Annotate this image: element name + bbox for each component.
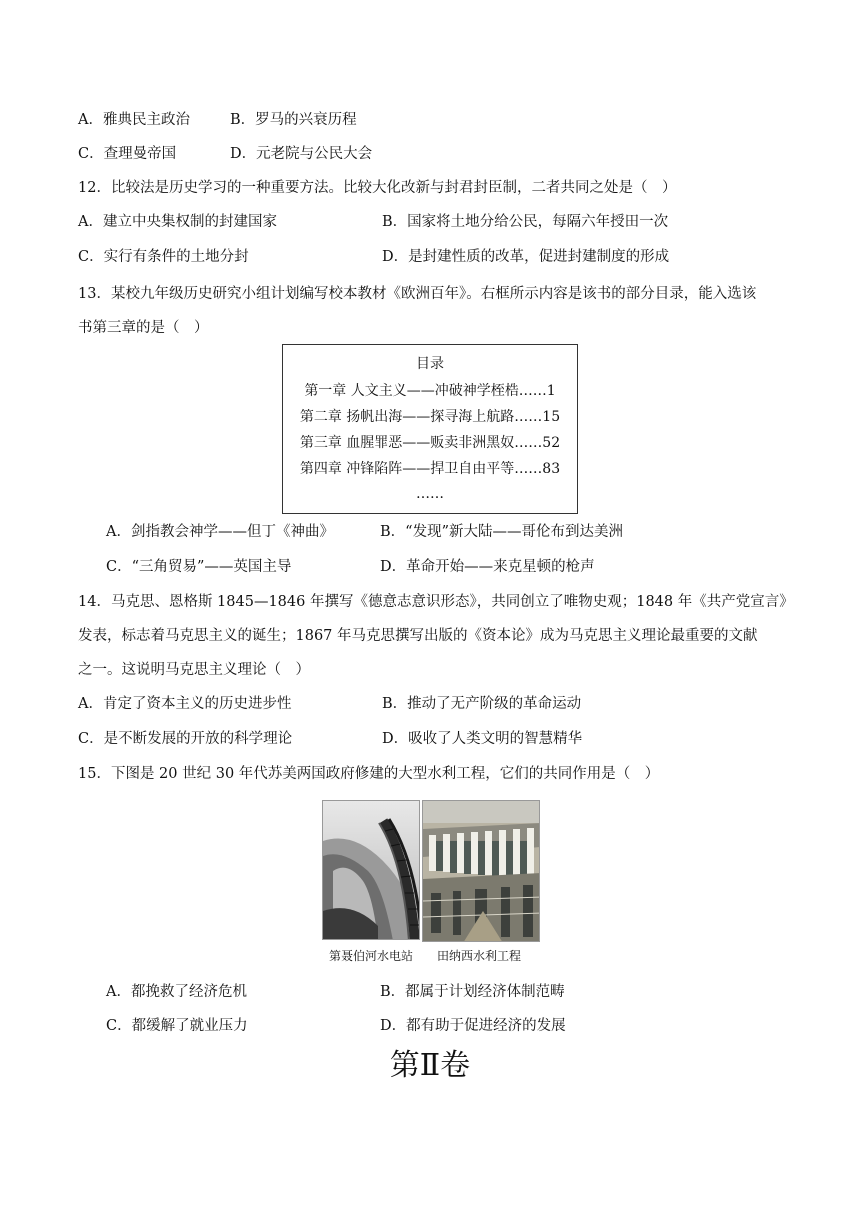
q14-option-a: A．肯定了资本主义的历史进步性: [78, 696, 292, 712]
q12-option-a: A．建立中央集权制的封建国家: [78, 214, 277, 230]
table-of-contents-box: [282, 344, 578, 514]
q15-option-a: A．都挽救了经济危机: [106, 984, 247, 1000]
q14-option-c: C．是不断发展的开放的科学理论: [78, 731, 293, 747]
q13-stem-line1: 13．某校九年级历史研究小组计划编写校本教材《欧洲百年》。右框所示内容是该书的部分目录，能入选该: [78, 286, 757, 302]
tennessee-dam-image: [423, 801, 540, 942]
q15-option-b: B．都属于计划经济体制范畴: [380, 984, 565, 1000]
caption-tennessee: 田纳西水利工程: [437, 949, 522, 963]
q14-option-d: D．吸收了人类文明的智慧精华: [382, 731, 583, 747]
q11-option-a: A．雅典民主政治: [78, 112, 190, 128]
q11-option-c: C．查理曼帝国: [78, 146, 177, 162]
dnieper-dam-image: [323, 801, 420, 940]
q13-option-a: A．剑指教会神学——但丁《神曲》: [106, 524, 334, 540]
tennessee-dam-photo: [422, 800, 540, 942]
q12-option-d: D．是封建性质的改革，促进封建制度的形成: [382, 249, 670, 265]
toc-chapter-2: 第二章 扬帆出海——探寻海上航路……15: [299, 409, 561, 425]
caption-dnieper: 第聂伯河水电站: [329, 949, 414, 963]
q13-option-b: B．“发现”新大陆——哥伦布到达美洲: [380, 524, 623, 540]
q11-option-b: B．罗马的兴衰历程: [230, 112, 357, 128]
q14-stem-line1: 14．马克思、恩格斯 1845—1846 年撰写《德意志意识形态》，共同创立了唯物史观；1848 年《共产党宣言》: [78, 594, 794, 610]
q15-option-c: C．都缓解了就业压力: [106, 1018, 248, 1034]
q15-option-d: D．都有助于促进经济的发展: [380, 1018, 566, 1034]
toc-chapter-1: 第一章 人文主义——冲破神学桎梏……1: [304, 383, 556, 399]
q14-stem-line3: 之一。这说明马克思主义理论（ ）: [78, 662, 310, 678]
toc-chapter-4: 第四章 冲锋陷阵——捍卫自由平等……83: [299, 461, 561, 477]
q13-option-c: C．“三角贸易”——英国主导: [106, 559, 292, 575]
q14-option-b: B．推动了无产阶级的革命运动: [382, 696, 582, 712]
q12-option-b: B．国家将土地分给公民，每隔六年授田一次: [382, 214, 669, 230]
q13-stem-line2: 书第三章的是（ ）: [78, 320, 209, 336]
toc-chapter-3: 第三章 血腥罪恶——贩卖非洲黑奴……52: [299, 435, 561, 451]
section-title: 第Ⅱ卷: [389, 1048, 471, 1083]
q12-stem: 12．比较法是历史学习的一种重要方法。比较大化改新与封君封臣制，二者共同之处是（ ）: [78, 180, 677, 196]
toc-title: 目录: [416, 356, 444, 372]
q11-option-d: D．元老院与公民大会: [230, 146, 373, 162]
q14-stem-line2: 发表，标志着马克思主义的诞生；1867 年马克思撰写出版的《资本论》成为马克思主义理论最重要的文献: [78, 628, 758, 644]
q12-option-c: C．实行有条件的土地分封: [78, 249, 249, 265]
q13-option-d: D．革命开始——来克星顿的枪声: [380, 559, 595, 575]
q15-stem: 15．下图是 20 世纪 30 年代苏美两国政府修建的大型水利工程，它们的共同作用是（ ）: [78, 766, 660, 782]
dnieper-dam-photo: [322, 800, 420, 940]
toc-ellipsis: ……: [416, 486, 444, 502]
